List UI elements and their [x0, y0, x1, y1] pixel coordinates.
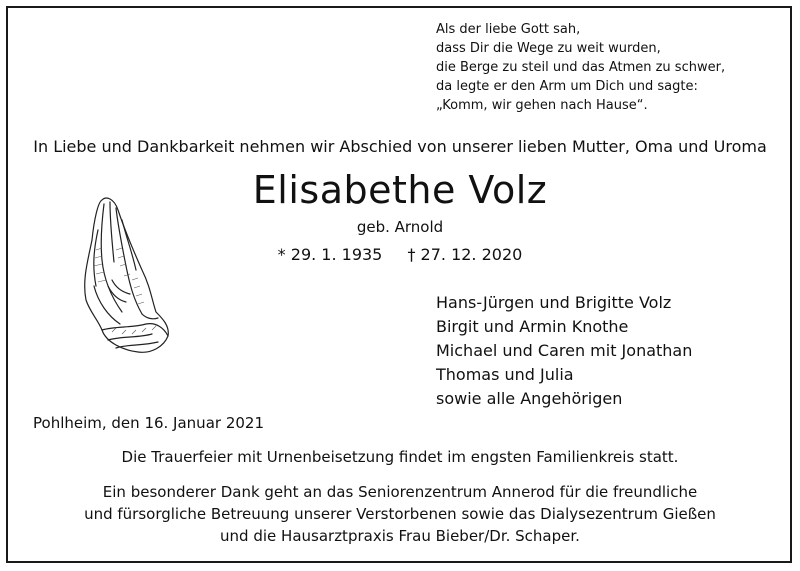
deceased-name: Elisabethe Volz [252, 168, 548, 212]
death-date: † 27. 12. 2020 [407, 245, 523, 264]
praying-hands-icon [72, 190, 176, 358]
poem-line: da legte er den Arm um Dich und sagte: [436, 79, 698, 94]
thanks-line: und fürsorgliche Betreuung unserer Verstorbenen sowie das Dialysezentrum Gießen [84, 505, 716, 523]
birth-date: * 29. 1. 1935 [277, 245, 383, 264]
thanks-note [0, 481, 800, 547]
mourner-line: Thomas und Julia [436, 365, 574, 384]
maiden-name: geb. Arnold [356, 218, 444, 236]
mourner-line: Hans-Jürgen und Brigitte Volz [436, 293, 672, 312]
thanks-line: und die Hausarztpraxis Frau Bieber/Dr. Schaper. [220, 527, 580, 545]
mourners-list [436, 291, 692, 411]
mourner-line: sowie alle Angehörigen [436, 389, 623, 408]
poem [436, 20, 725, 115]
poem-line: Als der liebe Gott sah, [436, 22, 581, 37]
ceremony-note: Die Trauerfeier mit Urnenbeisetzung findet im engsten Familienkreis statt. [121, 448, 679, 466]
thanks-line: Ein besonderer Dank geht an das Seniorenzentrum Annerod für die freundliche [102, 483, 698, 501]
place-date: Pohlheim, den 16. Januar 2021 [33, 414, 264, 432]
mourner-line: Michael und Caren mit Jonathan [436, 341, 693, 360]
intro-text: In Liebe und Dankbarkeit nehmen wir Abschied von unserer lieben Mutter, Oma und Uroma [33, 137, 767, 156]
poem-line: „Komm, wir gehen nach Hause“. [436, 98, 648, 113]
poem-line: dass Dir die Wege zu weit wurden, [436, 41, 661, 56]
poem-line: die Berge zu steil und das Atmen zu schwer, [436, 60, 726, 75]
mourner-line: Birgit und Armin Knothe [436, 317, 629, 336]
